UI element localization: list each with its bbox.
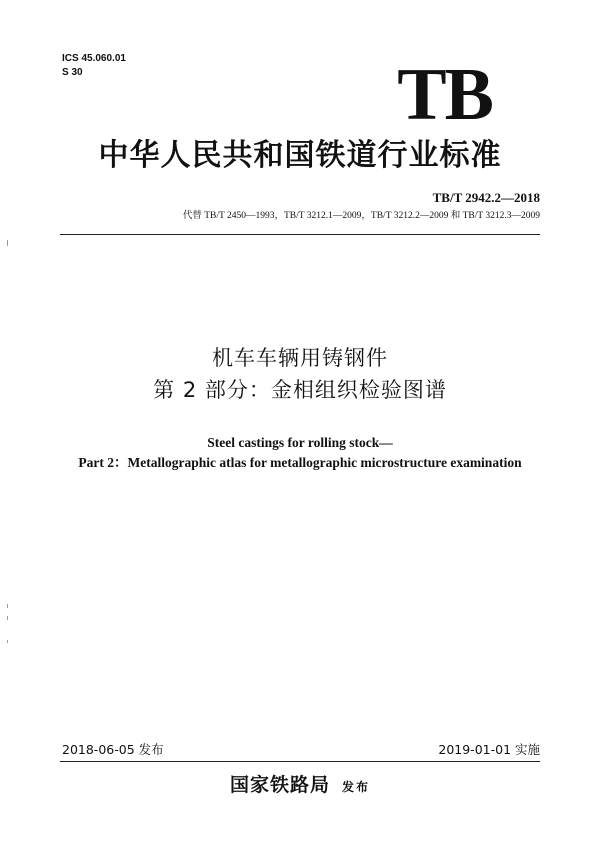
publish-date: 2018-06-05 发布 bbox=[62, 742, 164, 757]
standard-number: TB/T 2942.2—2018 bbox=[432, 190, 540, 205]
ccs-code: S 30 bbox=[62, 67, 83, 78]
chinese-title-line-1: 机车车辆用铸钢件 bbox=[212, 346, 388, 370]
binding-mark bbox=[7, 240, 8, 246]
tb-logo: TB bbox=[397, 54, 492, 136]
binding-mark bbox=[7, 604, 8, 608]
ics-code: ICS 45.060.01 bbox=[62, 53, 126, 64]
replaces-note: 代替 TB/T 2450—1993，TB/T 3212.1—2009，TB/T 3212.2—2009 和 TB/T 3212.3—2009 bbox=[182, 211, 540, 221]
chinese-title-line-2: 第 2 部分：金相组织检验图谱 bbox=[153, 378, 447, 402]
issuer-verb: 发布 bbox=[342, 780, 371, 794]
binding-mark bbox=[7, 640, 8, 643]
standard-category-title: 中华人民共和国铁道行业标准 bbox=[98, 138, 502, 173]
classification-codes bbox=[62, 52, 126, 80]
english-title-line-1: Steel castings for rolling stock— bbox=[207, 435, 393, 450]
binding-mark bbox=[7, 616, 8, 620]
issuer-name: 国家铁路局 bbox=[229, 774, 330, 796]
header-divider bbox=[60, 234, 540, 235]
issuer-line bbox=[60, 772, 540, 800]
english-title-line-2: Part 2：Metallographic atlas for metallographic microstructure examination bbox=[78, 455, 522, 470]
footer-divider bbox=[60, 761, 540, 762]
effective-date: 2019-01-01 实施 bbox=[438, 742, 540, 757]
